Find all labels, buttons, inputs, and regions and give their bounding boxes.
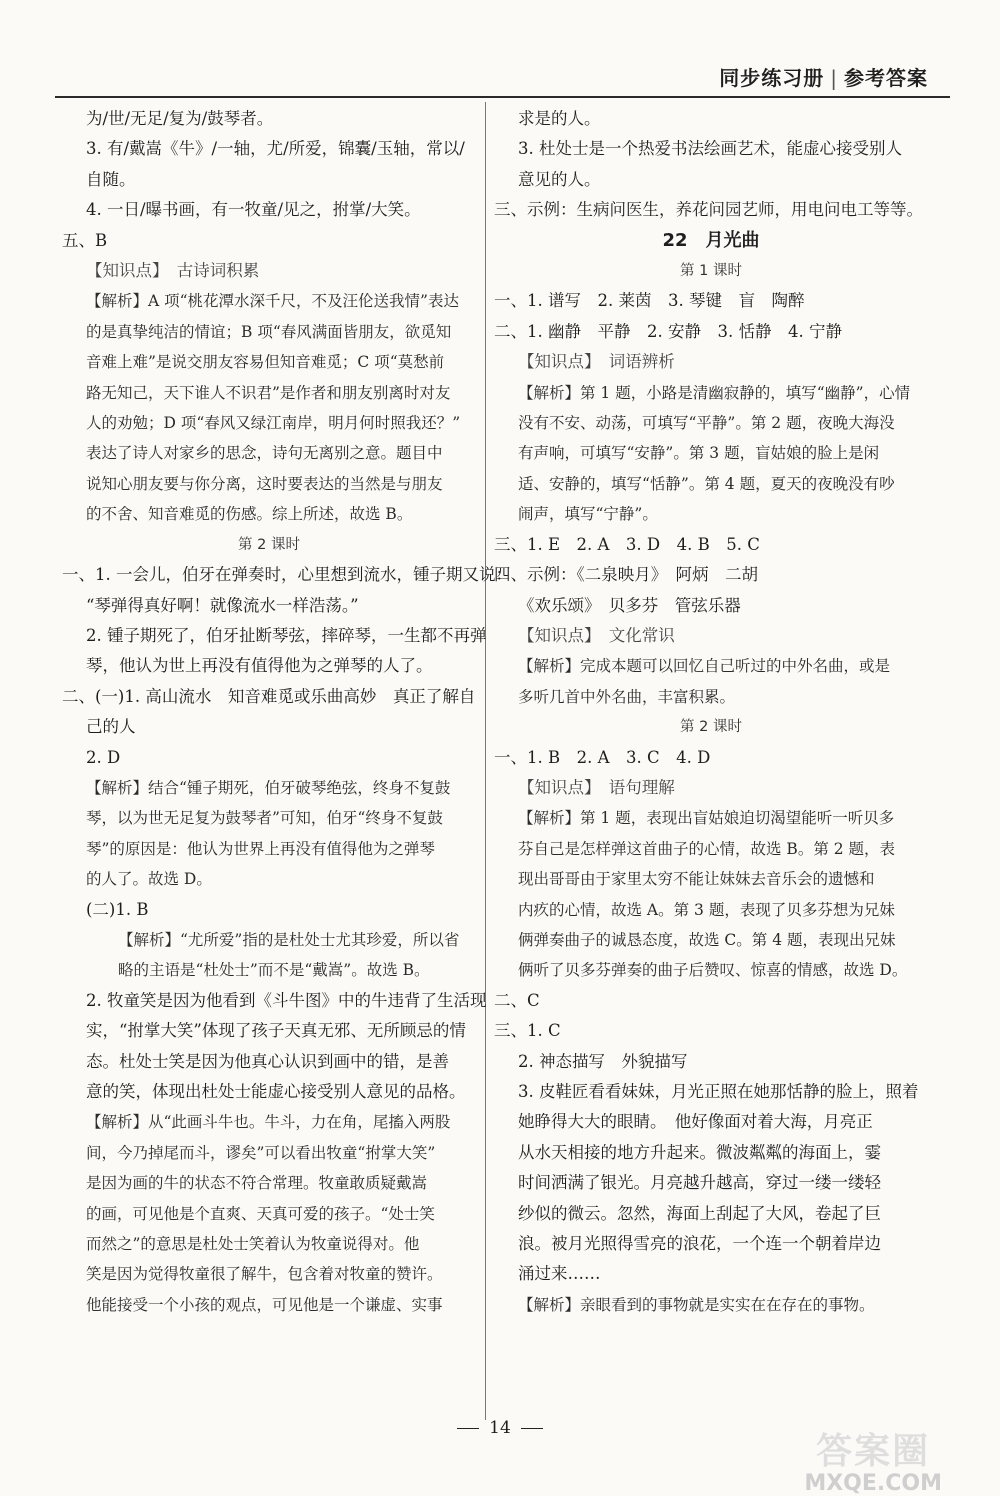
text-line: 【知识点】 词语辨析	[518, 352, 675, 372]
left-column	[60, 104, 512, 1320]
text-line: 求是的人。	[518, 109, 601, 128]
text-line: 22 月光曲	[662, 229, 760, 251]
text-line: 二、C	[494, 990, 540, 1010]
text-line: 态。杜处士笑是因为他真心认识到画中的错，是善	[86, 1051, 449, 1071]
header-rule	[55, 96, 950, 98]
text-line: 间，今乃掉尾而斗，谬矣”可以看出牧童“拊掌大笑”	[86, 1143, 436, 1162]
text-line: 3. 有/戴嵩《牛》/一轴，尤/所爱，锦囊/玉轴，常以/	[86, 139, 465, 159]
text-line: 第 1 课时	[680, 263, 742, 280]
text-line: 己的人	[86, 717, 136, 737]
text-line: 纱似的微云。忽然，海面上刮起了大风，卷起了巨	[518, 1203, 881, 1223]
text-line: 3. 杜处士是一个热爱书法绘画艺术，能虚心接受别人	[518, 139, 902, 159]
text-line: 浪。被月光照得雪亮的浪花，一个连一个朝着岸边	[518, 1234, 881, 1254]
text-line: 俩听了贝多芬弹奏的曲子后赞叹、惊喜的情感，故选 D。	[518, 961, 908, 980]
text-line: 一、1. 一会儿，伯牙在弹奏时，心里想到流水，锺子期又说：	[62, 565, 512, 585]
text-line: 自随。	[86, 169, 136, 189]
text-line: 说知心朋友要与你分离，这时要表达的当然是与朋友	[86, 474, 443, 493]
text-line: 三、1. C	[494, 1021, 561, 1041]
text-line: 【知识点】 文化常识	[518, 625, 675, 645]
text-line: 为/世/无足/复为/鼓琴者。	[86, 109, 274, 128]
text-line: 【解析】从“此画斗牛也。牛斗，力在角，尾搐入两股	[86, 1113, 451, 1132]
text-line: 俩弹奏曲子的诚恳态度，故选 C。第 4 题，表现出兄妹	[518, 930, 896, 949]
text-line: 二、(一)1. 高山流水 知音难觅或乐曲高妙 真正了解自	[62, 686, 476, 706]
text-line: 实，“拊掌大笑”体现了孩子天真无邪、无所顾忌的情	[86, 1021, 466, 1041]
text-line: 涌过来……	[518, 1264, 601, 1284]
text-line: 2. 锺子期死了，伯牙扯断琴弦，摔碎琴，一生都不再弹	[86, 625, 487, 645]
text-line: 琴，他认为世上再没有值得他为之弹琴的人了。	[86, 656, 433, 676]
text-line: 而然之”的意思是杜处士笑着认为牧童说得对。他	[86, 1235, 420, 1254]
watermark-logo: 答案圈	[816, 1431, 931, 1472]
text-line: 现出哥哥由于家里太穷不能让妹妹去音乐会的遗憾和	[518, 870, 875, 889]
text-line: 【解析】A 项“桃花潭水深千尺，不及汪伦送我情”表达	[86, 292, 459, 311]
text-line: 音难上难”是说交朋友容易但知音难觅；C 项“莫愁前	[86, 353, 445, 372]
text-line: 笑是因为觉得牧童很了解牛，包含着对牧童的赞许。	[86, 1265, 443, 1284]
text-line: 2. 神态描写 外貌描写	[518, 1051, 688, 1071]
text-line: 【解析】第 1 题，表现出盲姑娘迫切渴望能听一听贝多	[518, 809, 895, 828]
text-line: 路无知己，天下谁人不识君”是作者和朋友别离时对友	[86, 383, 451, 402]
text-line: 多听几首中外名曲，丰富积累。	[518, 687, 736, 706]
text-line: 时间洒满了银光。月亮越升越高，穿过一缕一缕轻	[518, 1173, 881, 1193]
text-line: 琴，以为世无足复为鼓琴者”可知，伯牙“终身不复鼓	[86, 809, 443, 828]
text-line: 意见的人。	[518, 169, 601, 189]
text-line: 的画，可见他是个直爽、天真可爱的孩子。“处士笑	[86, 1204, 435, 1223]
text-line: 芬自己是怎样弹这首曲子的心情，故选 B。第 2 题，表	[518, 839, 896, 858]
footer-dash-right	[521, 1428, 543, 1429]
text-line: 从水天相接的地方升起来。微波粼粼的海面上，霎	[518, 1142, 881, 1162]
watermark	[804, 1432, 942, 1496]
text-line: (二)1. B	[86, 899, 149, 919]
text-line: 【解析】完成本题可以回忆自己听过的中外名曲，或是	[518, 657, 891, 676]
header-separator: |	[830, 66, 838, 90]
text-line: 二、1. 幽静 平静 2. 安静 3. 恬静 4. 宁静	[494, 321, 842, 341]
text-line: 【解析】亲眼看到的事物就是实实在在存在的事物。	[518, 1295, 875, 1314]
text-line: 三、1. E 2. A 3. D 4. B 5. C	[494, 534, 760, 554]
text-line: 2. D	[86, 747, 121, 767]
text-line: “琴弹得真好啊！就像流水一样浩荡。”	[86, 595, 359, 615]
text-line: 内疚的心情，故选 A。第 3 题，表现了贝多芬想为兄妹	[518, 900, 895, 919]
right-column	[492, 104, 930, 1320]
text-line: 她睁得大大的眼睛。 他好像面对着大海，月亮正	[518, 1112, 873, 1132]
text-line: 闹声，填写“宁静”。	[518, 505, 658, 524]
column-divider	[485, 102, 486, 1420]
text-line: 2. 牧童笑是因为他看到《斗牛图》中的牛违背了生活现	[86, 990, 487, 1010]
text-line: 三、示例：生病问医生，养花问园艺师，用电问电工等等。	[494, 200, 923, 220]
watermark-url: MXQE.COM	[804, 1470, 942, 1496]
text-line: 表达了诗人对家乡的思念，诗句无离别之意。题目中	[86, 444, 443, 463]
text-line: 的是真挚纯洁的情谊；B 项“春风满面皆朋友，欲觅知	[86, 322, 452, 341]
text-line: 他能接受一个小孩的观点，可见他是一个谦虚、实事	[86, 1295, 443, 1314]
text-line: 一、1. B 2. A 3. C 4. D	[494, 747, 711, 767]
text-line: 【知识点】 古诗词积累	[86, 261, 260, 281]
text-line: 人的劝勉；D 项“春风又绿江南岸，明月何时照我还？”	[86, 414, 461, 433]
text-line: 的人了。故选 D。	[86, 870, 212, 889]
text-line: 没有不安、动荡，可填写“平静”。第 2 题，夜晚大海没	[518, 414, 895, 433]
text-line: 3. 皮鞋匠看看妹妹，月光正照在她那恬静的脸上，照着	[518, 1082, 919, 1101]
text-line: 【解析】第 1 题，小路是清幽寂静的，填写“幽静”，心情	[518, 383, 911, 402]
text-line: 四、示例：《二泉映月》 阿炳 二胡	[494, 565, 758, 585]
text-line: 【解析】结合“锺子期死，伯牙破琴绝弦，终身不复鼓	[86, 778, 451, 797]
text-line: 略的主语是“杜处士”而不是“戴嵩”。故选 B。	[118, 961, 430, 980]
text-line: 适、安静的，填写“恬静”。第 4 题，夏天的夜晚没有吵	[518, 474, 895, 493]
text-line: 琴”的原因是：他认为世界上再没有值得他为之弹琴	[86, 839, 435, 858]
text-line: 有声响，可填写“安静”。第 3 题，盲姑娘的脸上是闲	[518, 444, 880, 463]
text-line: 【知识点】 语句理解	[518, 777, 675, 797]
page-number: 14	[489, 1418, 511, 1438]
text-line: 一、1. 谱写 2. 莱茵 3. 琴键 盲 陶醉	[494, 291, 805, 311]
text-line: 五、B	[62, 230, 108, 250]
text-line: 第 2 课时	[680, 719, 742, 736]
section-title: 参考答案	[844, 66, 928, 90]
text-line: 是因为画的牛的状态不符合常理。牧童敢质疑戴嵩	[86, 1174, 428, 1193]
text-line: 【解析】“尤所爱”指的是杜处士尤其珍爱，所以省	[118, 930, 460, 949]
footer-dash-left	[457, 1428, 479, 1429]
text-line: 第 2 课时	[238, 536, 300, 553]
text-line: 《欢乐颂》 贝多芬 管弦乐器	[518, 595, 741, 615]
text-line: 的不舍、知音难觅的伤感。综上所述，故选 B。	[86, 505, 413, 524]
text-line: 4. 一日/曝书画，有一牧童/见之，拊掌/大笑。	[86, 200, 421, 220]
book-title: 同步练习册	[719, 66, 825, 90]
text-line: 意的笑，体现出杜处士能虚心接受别人意见的品格。	[86, 1082, 466, 1101]
page-header	[719, 62, 928, 91]
